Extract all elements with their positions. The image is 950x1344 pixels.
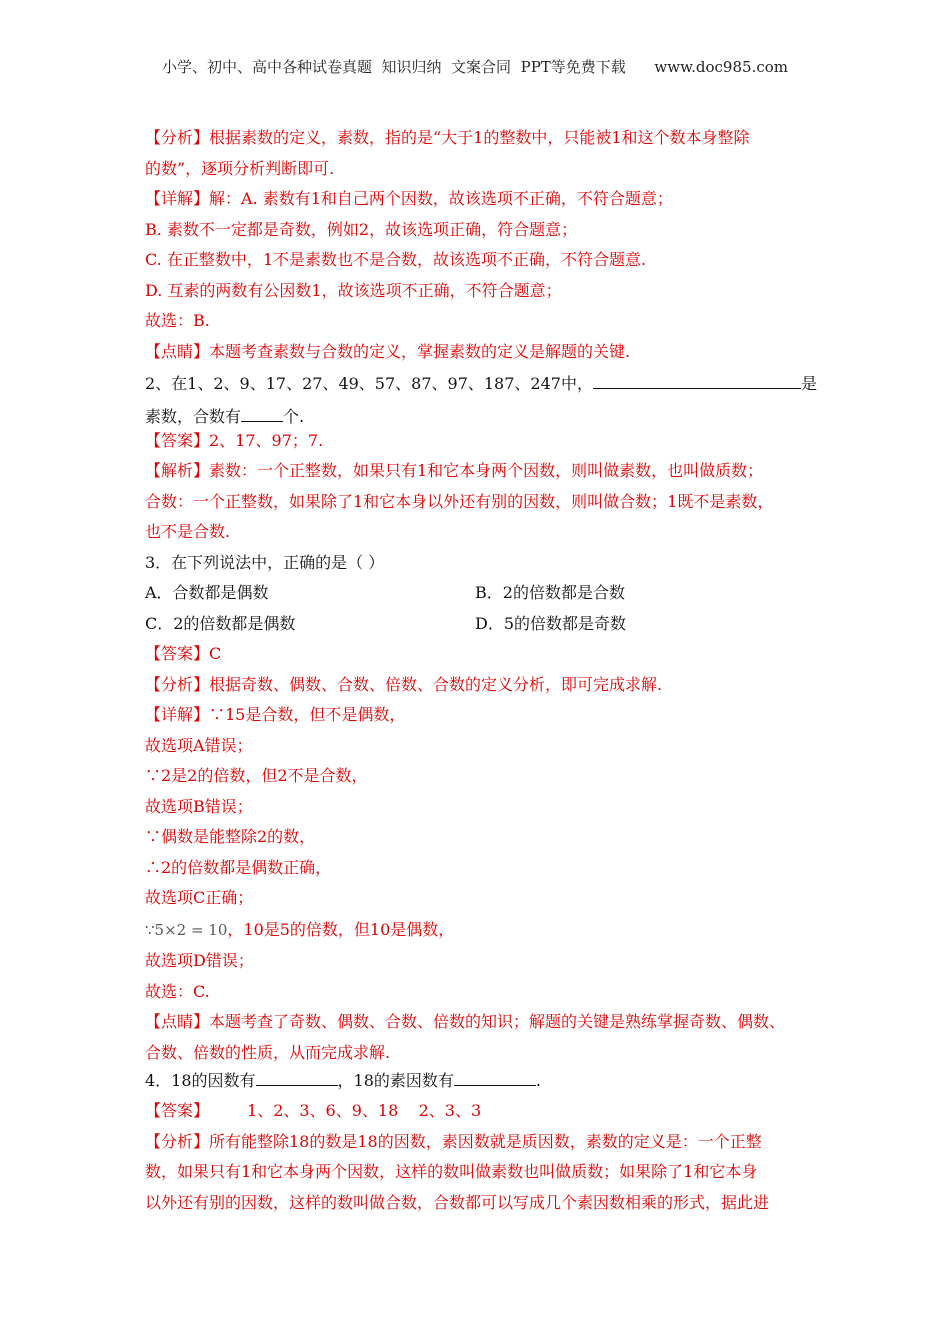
q4-blank-factors (256, 1069, 338, 1086)
q4-answer (145, 1101, 810, 1121)
q4-analysis-line2: 数，如果只有1和它本身两个因数，这样的数叫做素数也叫做质数；如果除了1和它本身 (145, 1162, 758, 1181)
q4-answer-label: 【答案】 (145, 1101, 210, 1120)
q3-option-a: A．合数都是偶数 (145, 583, 269, 602)
q2-stem-line1 (145, 372, 817, 394)
q1-analysis-line1: 【分析】根据素数的定义，素数，指的是“大于1的整数中，只能被1和这个数本身整除 (145, 128, 750, 147)
q2-blank-count (241, 405, 283, 422)
q3-detail-5: ∵偶数是能整除2的数， (145, 827, 316, 846)
q3-analysis: 【分析】根据奇数、偶数、合数、倍数、合数的定义分析，即可完成求解. (145, 674, 663, 694)
q4-answer-values: 1、2、3、6、9、18 2、3、3 (247, 1101, 482, 1120)
q1-detail-b: B. 素数不一定都是奇数，例如2，故该选项正确，符合题意； (145, 219, 578, 239)
q1-analysis-line2: 的数”，逐项分析判断即可. (145, 158, 335, 178)
q1-comment: 【点睛】本题考查素数与合数的定义，掌握素数的定义是解题的关键. (145, 341, 631, 361)
q3-detail-1: 【详解】∵15是合数，但不是偶数， (145, 705, 406, 724)
q1-detail-c: C. 在正整数中，1不是素数也不是合数，故该选项不正确，不符合题意. (145, 250, 647, 269)
q3-detail-8-text: ，10是5的倍数，但10是偶数， (227, 919, 455, 939)
q2-stem-suffix2: 个. (283, 406, 305, 426)
q4-blank-prime-factors (454, 1069, 536, 1086)
q3-comment-line1: 【点睛】本题考查了奇数、偶数、合数、倍数的知识；解题的关键是熟练掌握奇数、偶数、 (145, 1012, 786, 1031)
q3-math-expression: ∵5×2 = 10 (145, 920, 228, 939)
q3-option-c: C．2的倍数都是偶数 (145, 613, 296, 633)
q3-detail-9: 故选项D错误； (145, 951, 254, 970)
q3-detail-2: 故选项A错误； (145, 735, 253, 755)
q4-stem-a: 4．18的因数有 (145, 1070, 256, 1090)
q2-stem-text: 2、在1、2、9、17、27、49、57、87、97、187、247中， (145, 374, 593, 393)
document-body (145, 128, 817, 1223)
page-header: 小学、初中、高中各种试卷真题 知识归纳 文案合同 PPT等免费下载 www.doc985.com (161, 58, 788, 76)
q3-choices-row1 (145, 583, 810, 603)
q3-comment-line2: 合数、倍数的性质，从而完成求解. (145, 1042, 391, 1062)
q1-detail-a: 【详解】解：A. 素数有1和自己两个因数，故该选项不正确，不符合题意； (145, 189, 673, 208)
q3-option-b: B．2的倍数都是合数 (475, 583, 625, 602)
q4-analysis-line1: 【分析】所有能整除18的数是18的因数，素因数就是质因数，素数的定义是：一个正整 (145, 1131, 762, 1151)
q3-answer: 【答案】C (145, 644, 222, 663)
q2-stem-line2 (145, 405, 810, 427)
q3-stem: 3．在下列说法中，正确的是（ ） (145, 552, 385, 572)
q2-answer: 【答案】2、17、97；7. (145, 430, 324, 450)
q4-analysis-line3: 以外还有别的因数，这样的数叫做合数，合数都可以写成几个素因数相乘的形式，据此进 (145, 1192, 770, 1212)
q2-stem-suffix: 是 (800, 374, 817, 393)
q2-stem-text2: 素数，合数有 (145, 406, 242, 426)
q3-choose: 故选：C. (145, 981, 210, 1001)
q3-detail-6: ∴2的倍数都是偶数正确， (145, 857, 332, 877)
q3-detail-8 (145, 919, 810, 941)
q2-blank-primes (593, 372, 801, 389)
q4-stem-c: . (535, 1070, 542, 1090)
q3-option-d: D．5的倍数都是奇数 (475, 613, 627, 633)
q4-stem-b: ，18的素因数有 (337, 1070, 454, 1090)
q2-explain-line2: 合数：一个正整数，如果除了1和它本身以外还有别的因数，则叫做合数；1既不是素数， (145, 491, 774, 511)
q3-detail-4: 故选项B错误； (145, 796, 253, 816)
q3-detail-3: ∵2是2的倍数，但2不是合数， (145, 766, 368, 785)
q1-detail-d: D. 互素的两数有公因数1，故该选项不正确，不符合题意； (145, 280, 562, 300)
q2-explain-line1: 【解析】素数：一个正整数，如果只有1和它本身两个因数，则叫做素数，也叫做质数； (145, 461, 764, 480)
q2-explain-line3: 也不是合数. (145, 522, 231, 541)
q3-choices-row2 (145, 614, 810, 634)
q3-detail-7: 故选项C正确； (145, 888, 254, 907)
q4-stem (145, 1069, 810, 1091)
q1-choose: 故选：B. (145, 311, 210, 330)
